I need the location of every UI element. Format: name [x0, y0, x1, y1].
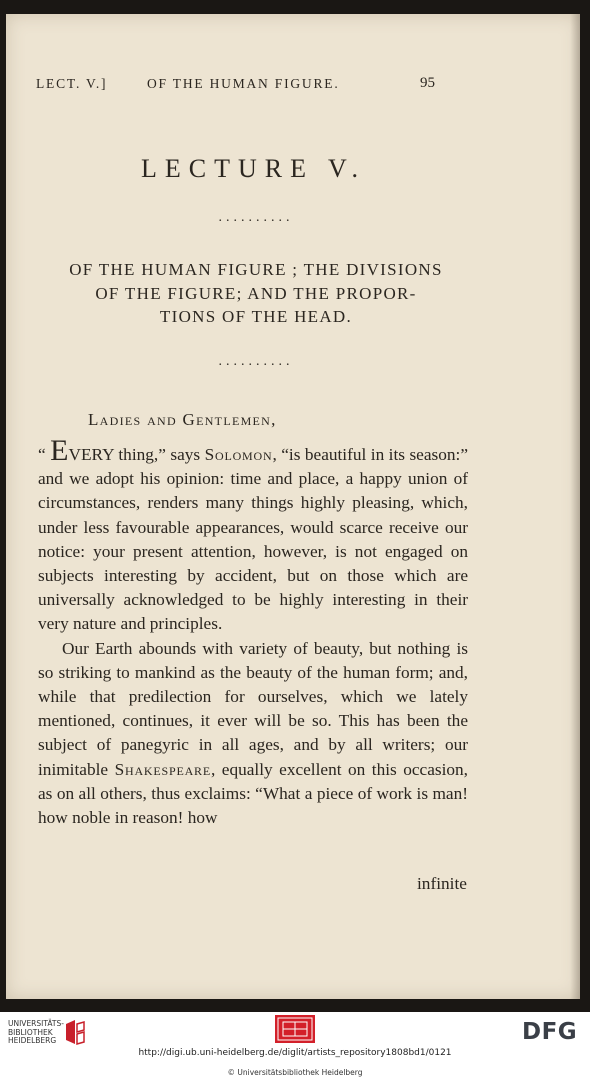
- dfg-logo[interactable]: DFG: [522, 1019, 578, 1045]
- paragraph-text: VERY thing,” says: [68, 445, 205, 464]
- book-page: [6, 14, 580, 999]
- opening-quote: “: [38, 445, 46, 464]
- page-gutter-shadow: [570, 14, 580, 999]
- ornament-divider-top: ..........: [218, 210, 294, 225]
- library-emblem-icon: [64, 1020, 86, 1046]
- quoted-author: Solomon: [204, 445, 273, 464]
- paragraph-1: [38, 434, 469, 637]
- lecture-title: LECTURE V.: [141, 154, 366, 183]
- running-head: [6, 76, 580, 98]
- copyright-notice: © Universitätsbibliothek Heidelberg: [227, 1068, 363, 1077]
- lecture-subtitle: [6, 258, 506, 329]
- drop-cap: E: [50, 434, 69, 467]
- ornament-divider-bottom: ..........: [218, 354, 294, 369]
- paragraph-text: Our Earth abounds with variety of beauty, but nothing is so striking to mankind as the beauty of the human form; and, while that predilection for ourselves, which we lately mentioned, continues, it ever will be so. This has been the subject of panegyric in all ages, and by all writers; our inimitable: [38, 638, 468, 779]
- body-text: [38, 434, 469, 830]
- digitization-stamp-icon: [275, 1015, 315, 1043]
- paragraph-text: , equally excellent on this occasion, as on all others, thus exclaims: “What a piece of work is man! how noble in reason! how: [38, 759, 468, 828]
- running-head-lecture: LECT. V.]: [36, 76, 108, 91]
- salutation: Ladies and Gentlemen,: [88, 410, 277, 429]
- running-head-title: OF THE HUMAN FIGURE.: [147, 76, 340, 91]
- permalink-url[interactable]: http://digi.ub.uni-heidelberg.de/diglit/artists_repository1808bd1/0121: [138, 1048, 452, 1058]
- subtitle-line: TIONS OF THE HEAD.: [159, 307, 353, 326]
- page-number: 95: [420, 75, 435, 91]
- footer-bar: [0, 1012, 590, 1083]
- paragraph-2: [38, 637, 468, 831]
- catchword: infinite: [417, 874, 467, 893]
- paragraph-text: , “is beautiful in its season:” and we adopt his opinion: time and place, a happy union of circumstances, renders many things highly pleasing, which, under less favourable appearances, would scarce receive our notice: your present attention, however, is not engaged on subjects interesting by accident, but on those which are universally acknowledged to be highly interesting in their very nature and principles.: [38, 445, 469, 634]
- library-logo[interactable]: [8, 1020, 88, 1050]
- subtitle-line: OF THE FIGURE; AND THE PROPOR-: [95, 283, 417, 303]
- subtitle-line: OF THE HUMAN FIGURE ; THE DIVISIONS: [69, 260, 443, 279]
- quoted-author: Shakespeare: [114, 759, 211, 779]
- library-name: UNIVERSITÄTS- BIBLIOTHEK HEIDELBERG: [8, 1019, 64, 1045]
